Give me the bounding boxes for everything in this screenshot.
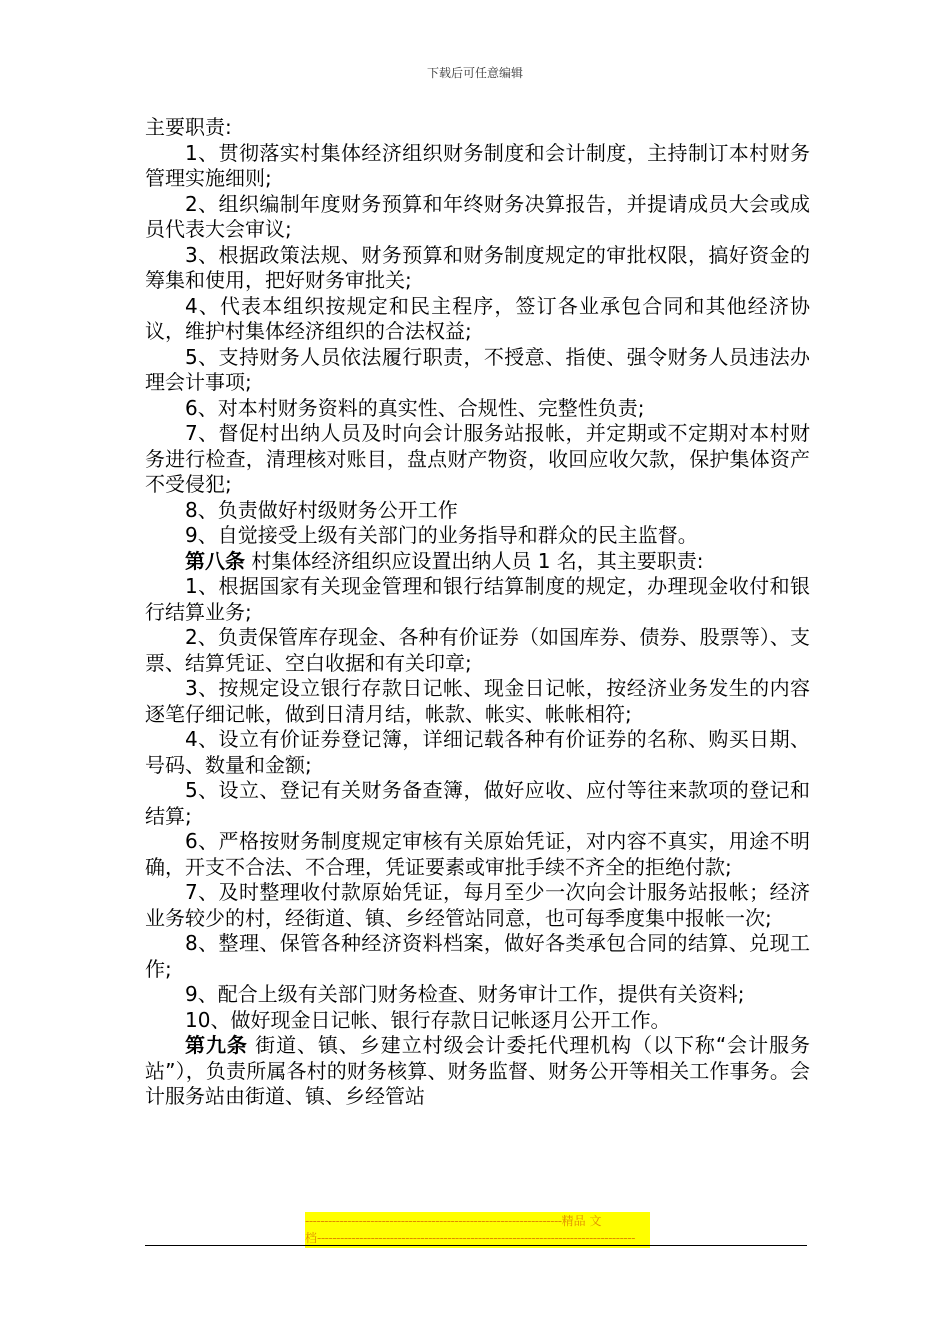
paragraph xyxy=(145,345,810,396)
footer-dashes-1: ------------------------------------------------------------------- xyxy=(305,1214,562,1228)
paragraph xyxy=(145,574,810,625)
paragraph-text: 村集体经济组织应设置出纳人员 1 名，其主要职责: xyxy=(245,548,704,573)
paragraph-text: 主要职责: xyxy=(145,115,232,139)
paragraph-text: 8、负责做好村级财务公开工作 xyxy=(185,497,458,522)
paragraph xyxy=(145,829,810,880)
article-heading: 第八条 xyxy=(185,548,245,573)
paragraph-text: 2、负责保管库存现金、各种有价证券（如国库券、债券、股票等）、支票、结算凭证、空白收据和有关印章; xyxy=(145,625,810,675)
article-paragraph xyxy=(145,1033,810,1110)
footer-line-1 xyxy=(305,1212,650,1230)
paragraph-text: 3、按规定设立银行存款日记帐、现金日记帐，按经济业务发生的内容逐笔仔细记帐，做到日清月结，帐款、帐实、帐帐相符; xyxy=(145,676,810,726)
footer-label-1: 精品 文 xyxy=(561,1214,602,1228)
footer-dashes-2: ----------------------------------------------------------------------------------- xyxy=(317,1231,635,1245)
paragraph-text: 街道、镇、乡建立村级会计委托代理机构（以下称“会计服务站”），负责所属各村的财务核算、财务监督、财务公开等相关工作事务。会计服务站由街道、镇、乡经管站 xyxy=(145,1033,810,1108)
paragraph-text: 4、设立有价证券登记簿，详细记载各种有价证券的名称、购买日期、号码、数量和金额; xyxy=(145,727,810,777)
document-body xyxy=(145,115,810,1110)
paragraph-text: 5、支持财务人员依法履行职责，不授意、指使、强令财务人员违法办理会计事项; xyxy=(145,344,810,394)
paragraph xyxy=(145,115,810,141)
paragraph xyxy=(145,141,810,192)
paragraph xyxy=(145,778,810,829)
paragraph-text: 9、配合上级有关部门财务检查、财务审计工作，提供有关资料; xyxy=(185,982,745,1006)
paragraph xyxy=(145,625,810,676)
paragraph xyxy=(145,523,810,549)
paragraph xyxy=(145,498,810,524)
paragraph-text: 3、根据政策法规、财务预算和财务制度规定的审批权限，搞好资金的筹集和使用，把好财务审批关; xyxy=(145,242,810,292)
paragraph xyxy=(145,192,810,243)
paragraph xyxy=(145,676,810,727)
paragraph xyxy=(145,1008,810,1034)
article-heading: 第九条 xyxy=(185,1033,248,1057)
paragraph-text: 2、组织编制年度财务预算和年终财务决算报告，并提请成员大会或成员代表大会审议; xyxy=(145,191,810,241)
paragraph xyxy=(145,243,810,294)
paragraph-text: 6、对本村财务资料的真实性、合规性、完整性负责; xyxy=(185,395,645,420)
footer-divider xyxy=(145,1245,807,1246)
paragraph-text: 5、设立、登记有关财务备查簿，做好应收、应付等往来款项的登记和结算; xyxy=(145,778,810,828)
paragraph-text: 1、根据国家有关现金管理和银行结算制度的规定，办理现金收付和银行结算业务; xyxy=(145,574,810,624)
paragraph-text: 1、贯彻落实村集体经济组织财务制度和会计制度，主持制订本村财务管理实施细则; xyxy=(145,140,810,190)
header-note: 下载后可任意编辑 xyxy=(426,66,523,80)
paragraph xyxy=(145,294,810,345)
paragraph-text: 9、自觉接受上级有关部门的业务指导和群众的民主监督。 xyxy=(185,523,698,547)
article-paragraph xyxy=(145,549,810,575)
paragraph-text: 6、严格按财务制度规定审核有关原始凭证，对内容不真实，用途不明确，开支不合法、不合理，凭证要素或审批手续不齐全的拒绝付款; xyxy=(145,829,810,879)
paragraph-text: 7、督促村出纳人员及时向会计服务站报帐，并定期或不定期对本村财务进行检查，清理核对账目，盘点财产物资，收回应收欠款，保护集体资产不受侵犯; xyxy=(145,421,810,496)
paragraph xyxy=(145,931,810,982)
paragraph-text: 4、代表本组织按规定和民主程序，签订各业承包合同和其他经济协议，维护村集体经济组织的合法权益; xyxy=(145,293,810,343)
paragraph-text: 10、做好现金日记帐、银行存款日记帐逐月公开工作。 xyxy=(185,1007,671,1032)
paragraph xyxy=(145,396,810,422)
footer-label-2: 档 xyxy=(305,1231,318,1245)
paragraph xyxy=(145,880,810,931)
paragraph-text: 8、整理、保管各种经济资料档案，做好各类承包合同的结算、兑现工作; xyxy=(145,931,810,981)
paragraph-text: 7、及时整理收付款原始凭证，每月至少一次向会计服务站报帐；经济业务较少的村，经街道、镇、乡经管站同意，也可每季度集中报帐一次; xyxy=(145,880,810,930)
paragraph xyxy=(145,982,810,1008)
paragraph xyxy=(145,421,810,498)
paragraph xyxy=(145,727,810,778)
